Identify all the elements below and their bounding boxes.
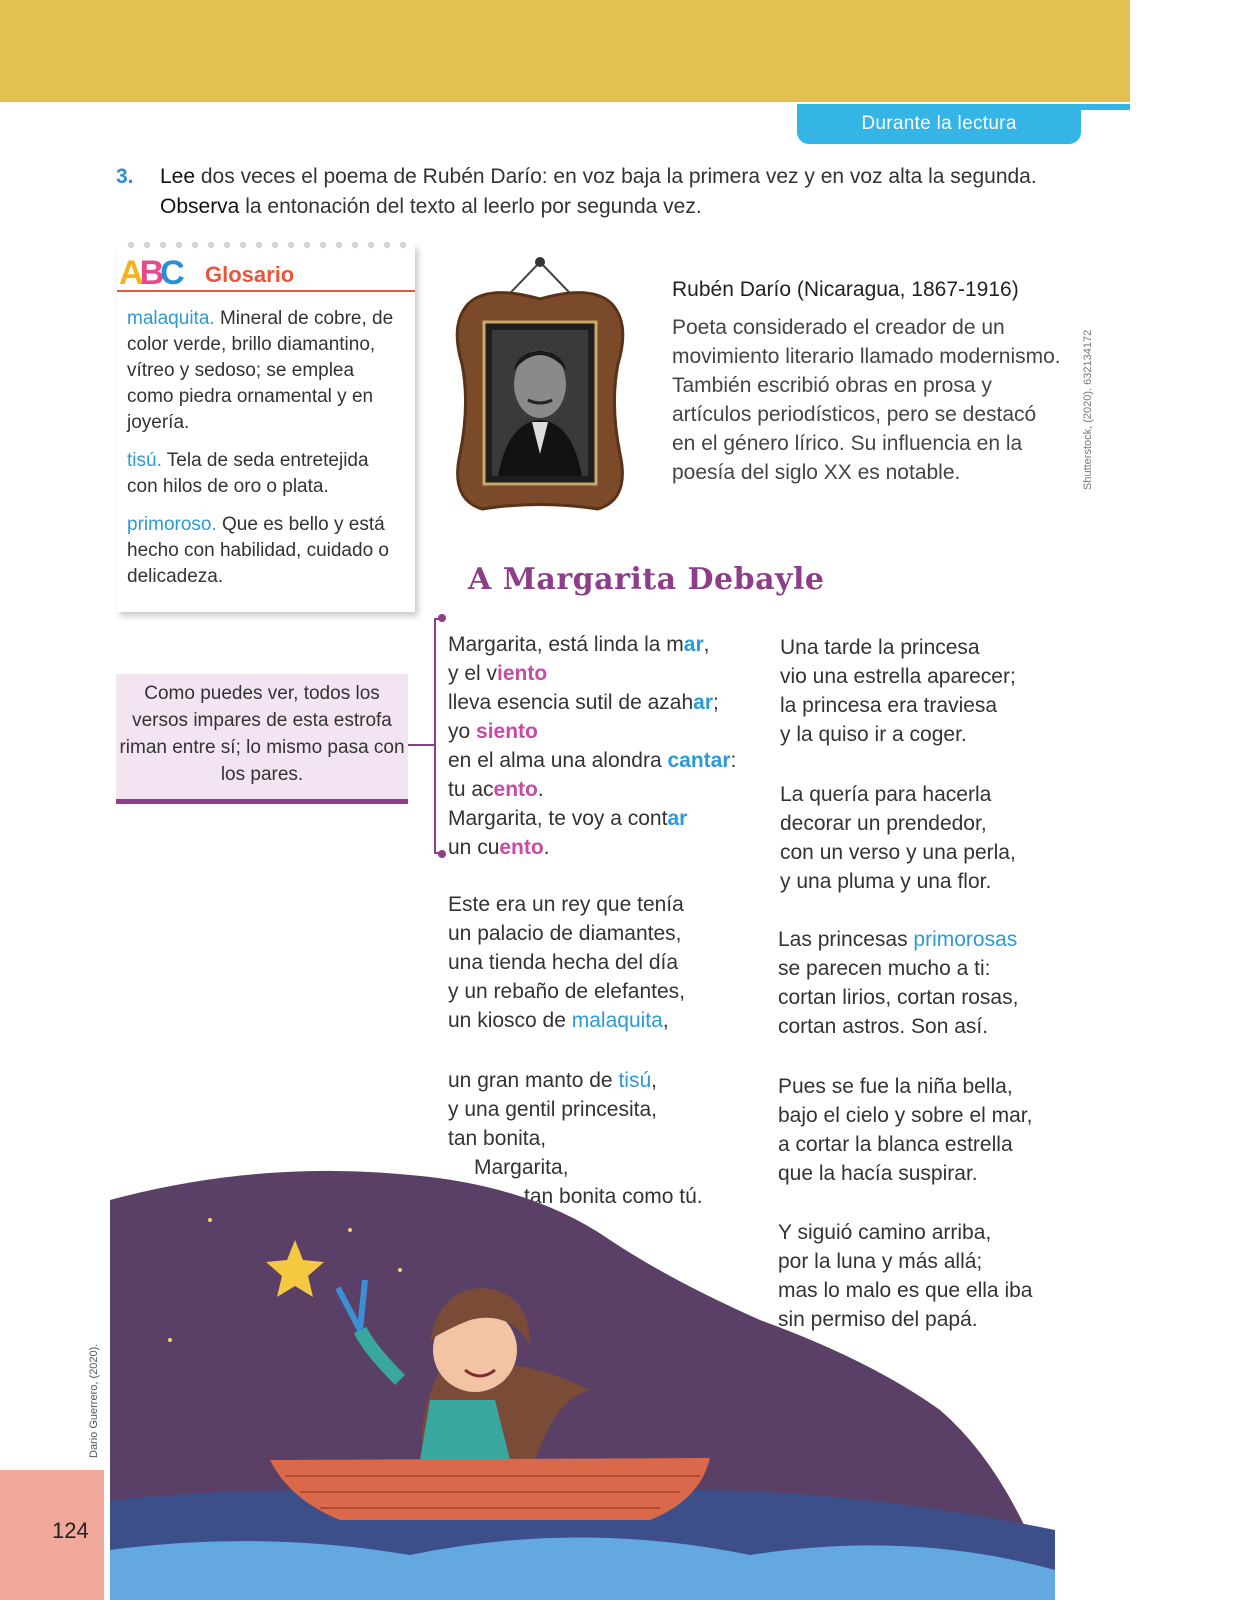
section-tab-line	[1080, 104, 1130, 110]
verse-line: se parecen mucho a ti:	[778, 957, 991, 980]
verse-line: y una gentil princesita,	[448, 1098, 657, 1121]
verse-line: Este era un rey que tenía	[448, 893, 684, 916]
verse-line: la princesa era traviesa	[780, 694, 998, 717]
instruction-verb-observe: Observa	[160, 195, 240, 218]
top-color-band	[0, 0, 1130, 102]
girl-in-boat-illustration	[110, 1170, 1055, 1600]
glossary-term: tisú.	[127, 450, 162, 471]
verse-line: por la luna y más allá;	[778, 1250, 983, 1273]
abc-logo-icon: ABC	[119, 254, 181, 292]
bracket-dot-top	[438, 614, 446, 622]
stanza-6	[778, 925, 1018, 1041]
glossary-entry	[127, 512, 397, 590]
activity-instruction	[116, 162, 1066, 222]
verse-line: cortan lirios, cortan rosas,	[778, 986, 1019, 1009]
glossary-header	[117, 256, 415, 292]
poem-title: A Margarita Debayle	[468, 562, 825, 597]
verse-line: con un verso y una perla,	[780, 841, 1016, 864]
verse-line: Una tarde la princesa	[780, 636, 980, 659]
verse-line: La quería para hacerla	[780, 783, 992, 806]
instruction-text	[160, 162, 1066, 222]
verse-line: un kiosco de malaquita,	[448, 1009, 669, 1032]
verse-line: yo siento	[448, 720, 538, 743]
verse-line: un gran manto de tisú,	[448, 1069, 657, 1092]
glossary-definition: Tela de seda entretejida con hilos de oro o plata.	[127, 450, 369, 497]
bio-text: Poeta considerado el creador de un movimiento literario llamado modernismo. También escribió obras en prosa y artículos periodísticos, pero se destacó en el género lírico. Su influencia en la poesía del siglo XX es notable.	[672, 316, 1061, 484]
verse-line: en el alma una alondra cantar:	[448, 749, 737, 772]
verse-line: a cortar la blanca estrella	[778, 1133, 1013, 1156]
glossary-entry	[127, 306, 397, 436]
photo-credit: Shutterstock, (2020). 632134172	[1082, 329, 1094, 490]
verse-line: mas lo malo es que ella iba	[778, 1279, 1033, 1302]
verse-line: un palacio de diamantes,	[448, 922, 682, 945]
verse-line: y un rebaño de elefantes,	[448, 980, 686, 1003]
verse-line: y el viento	[448, 662, 548, 685]
stanza-bracket	[434, 618, 442, 854]
note-connector-line	[408, 744, 436, 746]
verse-line: tan bonita,	[448, 1127, 547, 1150]
verse-line: y la quiso ir a coger.	[780, 723, 967, 746]
section-tab: Durante la lectura	[797, 104, 1081, 144]
page-number: 124	[52, 1518, 89, 1543]
verse-line: y una pluma y una flor.	[780, 870, 992, 893]
glossary-entries	[127, 306, 397, 602]
verse-line: tan bonita como tú.	[524, 1185, 703, 1208]
verse-line: sin permiso del papá.	[778, 1308, 978, 1331]
verse-line: cortan astros. Son así.	[778, 1015, 989, 1038]
bio-title: Rubén Darío (Nicaragua, 1867-1916)	[672, 278, 1019, 301]
verse-line: lleva esencia sutil de azahar;	[448, 691, 719, 714]
verse-line: tu acento.	[448, 778, 544, 801]
ruben-dario-portrait	[448, 254, 632, 520]
glossary-entry	[127, 448, 397, 500]
stanza-2	[448, 890, 685, 1035]
glossary-definition: Mineral de cobre, de color verde, brillo diamantino, vítreo y sedoso; se emplea como piedra ornamental y en joyería.	[127, 308, 394, 433]
glossary-term: malaquita.	[127, 308, 215, 329]
stanza-5	[780, 780, 1016, 896]
verse-line: Las princesas primorosas	[778, 928, 1018, 951]
verse-line: un cuento.	[448, 836, 550, 859]
verse-line: vio una estrella aparecer;	[780, 665, 1016, 688]
verse-line: decorar un prendedor,	[780, 812, 987, 835]
top-band-margin	[1130, 0, 1236, 102]
notebook-spiral	[123, 240, 413, 250]
instruction-text-1: dos veces el poema de Rubén Darío: en voz baja la primera vez y en voz alta la segunda.	[195, 165, 1037, 188]
stanza-1	[448, 630, 736, 862]
author-bio	[672, 275, 1062, 487]
glossary-card	[117, 244, 415, 612]
verse-line: Margarita, te voy a contar	[448, 807, 688, 830]
verse-line: Pues se fue la niña bella,	[778, 1075, 1013, 1098]
bracket-dot-bottom	[438, 850, 446, 858]
verse-line: Y siguió camino arriba,	[778, 1221, 992, 1244]
verse-line: una tienda hecha del día	[448, 951, 679, 974]
instruction-verb-read: Lee	[160, 165, 196, 188]
rhyme-note: Como puedes ver, todos los versos impares de esta estrofa riman entre sí; lo mismo pasa con los pares.	[116, 674, 408, 804]
stanza-4	[780, 633, 1016, 749]
glossary-title: Glosario	[205, 262, 295, 287]
verse-line: que la hacía suspirar.	[778, 1162, 978, 1185]
glossary-definition: Que es bello y está hecho con habilidad, cuidado o delicadeza.	[127, 514, 389, 587]
glossary-term: primoroso.	[127, 514, 217, 535]
verse-line: Margarita,	[474, 1156, 569, 1179]
illustration-credit: Dario Guerrero, (2020).	[88, 1343, 100, 1458]
verse-line: bajo el cielo y sobre el mar,	[778, 1104, 1033, 1127]
activity-number: 3.	[116, 165, 134, 188]
instruction-text-2: la entonación del texto al leerlo por segunda vez.	[239, 195, 702, 218]
verse-line: Margarita, está linda la mar,	[448, 633, 710, 656]
